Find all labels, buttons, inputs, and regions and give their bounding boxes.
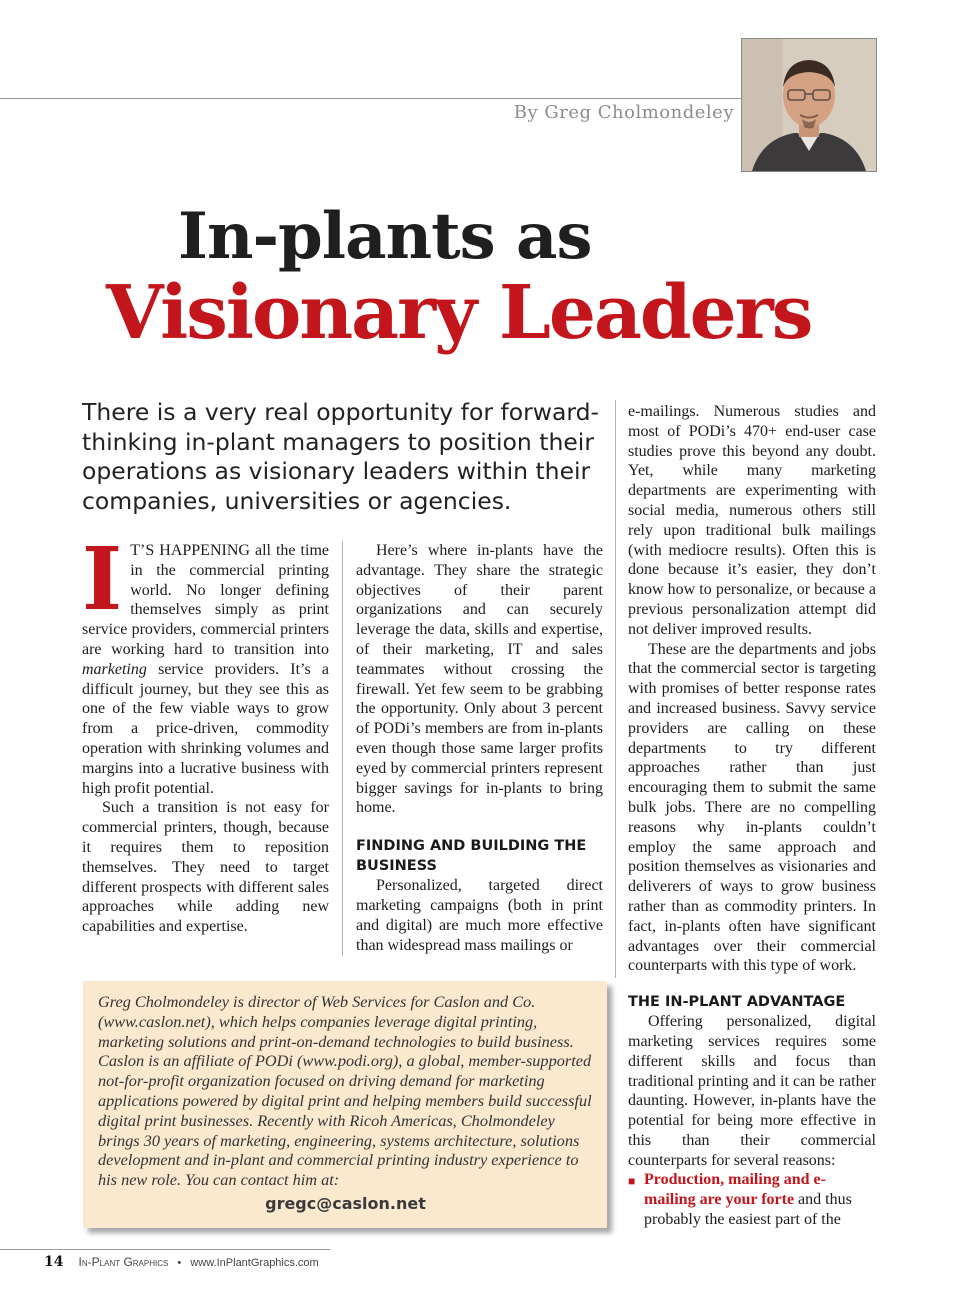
drop-cap: I xyxy=(82,529,123,630)
emphasis-text: marketing xyxy=(82,660,147,678)
article-column-1 xyxy=(82,529,329,937)
paragraph: e-mailings. Numerous studies and most of PODi’s 470+ end-user case studies prove this beyond any doubt. Yet, while many marketing departments are experimenting with social media, numerous others still rely upon traditional bulk mailings (with mediocre results). Often this is done because it’s easier, they don’t know how to personalize, or because a previous personalization attempt did not deliver improved results. xyxy=(628,403,876,638)
column-divider xyxy=(615,400,616,978)
paragraph: Here’s where in-plants have the advantage. They share the strategic objectives of their parent organizations and can securely leverage the data, skills and expertise, of their marketing, IT and sales teammates without crossing the firewall. Yet few seem to be grabbing the opportunity. Only about 3 percent of PODi’s members are from in-plants even though those same larger profits eyed by commercial printers represent bigger savings for in-plants to bring home. xyxy=(356,542,603,817)
byline: By Greg Cholmondeley xyxy=(513,102,734,123)
paragraph: These are the departments and jobs that the commercial sector is targeting with promises of better response rates and increased business. Savvy service providers are calling on these departments to try different approaches rather than just encouraging them to submit the same bulk jobs. There are no compelling reasons why in-plants couldn’t employ the same approach and position themselves as visionaries and deliverers of ways to grow business rather than as commodity printers. In fact, in-plants often have significant advantages over their commercial counterparts with this type of work. xyxy=(628,640,876,975)
author-email-link[interactable]: gregc@caslon.net xyxy=(265,1193,426,1213)
section-subhead: FINDING AND BUILDING THE BUSINESS xyxy=(356,838,587,875)
author-bio-text: Greg Cholmondeley is director of Web Services for Caslon and Co. (www.caslon.net), which helps companies leverage digital printing, marketing solutions and print-on-demand technologies to build business. Caslon is an affiliate of PODi (www.podi.org), a global, member-supported not-for-profit organization focused on driving demand for marketing applications powered by digital print and helping members build successful digital print businesses. Recently with Ricoh Americas, Cholmondeley brings 30 years of marketing, engineering, systems architecture, solutions development and in-plant and commercial printing industry experience to his new role. You can contact him at: xyxy=(98,992,592,1190)
footer-rule xyxy=(0,1249,330,1250)
square-bullet-icon: ■ xyxy=(628,1174,636,1189)
paragraph-text: all the time in the commercial printing world. No longer defining themselves simply as print service providers, commercial printers are working hard to transition into xyxy=(82,542,329,658)
publication-url[interactable]: www.InPlantGraphics.com xyxy=(190,1257,319,1269)
page-number: 14 xyxy=(44,1254,64,1270)
paragraph-text: service providers. It’s a difficult journey, but they see this as one of the few viable ways to grow from a price-driven, commodity operation with shrinking volumes and margins into a lucrative business with high profit potential. xyxy=(82,660,329,797)
article-column-2 xyxy=(356,541,603,955)
paragraph: Personalized, targeted direct marketing campaigns (both in print and digital) are much more effective than widespread mass mailings or xyxy=(356,877,603,954)
article-title-line2: Visionary Leaders xyxy=(106,270,812,356)
article-deck: There is a very real opportunity for forward-thinking in-plant managers to position their operations as visionary leaders within their companies, universities or agencies. xyxy=(82,398,600,515)
article-column-3 xyxy=(628,402,876,1230)
page-footer xyxy=(44,1254,319,1270)
article-title-line1: In-plants as xyxy=(178,199,592,274)
footer-separator: • xyxy=(177,1257,182,1269)
section-subhead: THE IN-PLANT ADVANTAGE xyxy=(628,994,846,1011)
bullet-item xyxy=(628,1170,876,1229)
bullet-rest: and thus probably the easiest part of the xyxy=(644,1191,852,1229)
lead-in-caps: T’S HAPPENING xyxy=(130,542,250,559)
paragraph: Such a transition is not easy for commercial printers, though, because it requires them to reposition themselves. They need to target different prospects with different sales approaches while adding new capabilities and expertise. xyxy=(82,799,329,936)
paragraph: Offering personalized, digital marketing services requires some different skills and focus than traditional printing and it can be rather daunting. However, in-plants have the potential for being more effective in this than their commercial counterparts for several reasons: xyxy=(628,1013,876,1169)
publication-name: In-Plant Graphics xyxy=(78,1255,169,1269)
header-rule xyxy=(0,98,742,99)
paragraph xyxy=(82,529,329,798)
author-portrait-illustration xyxy=(742,39,876,171)
author-photo xyxy=(741,38,877,172)
author-bio-box xyxy=(83,981,607,1228)
column-divider xyxy=(342,541,343,956)
bullet-text xyxy=(644,1170,876,1229)
bullet-lead: Production, mailing and e-mailing are your forte xyxy=(644,1171,826,1209)
